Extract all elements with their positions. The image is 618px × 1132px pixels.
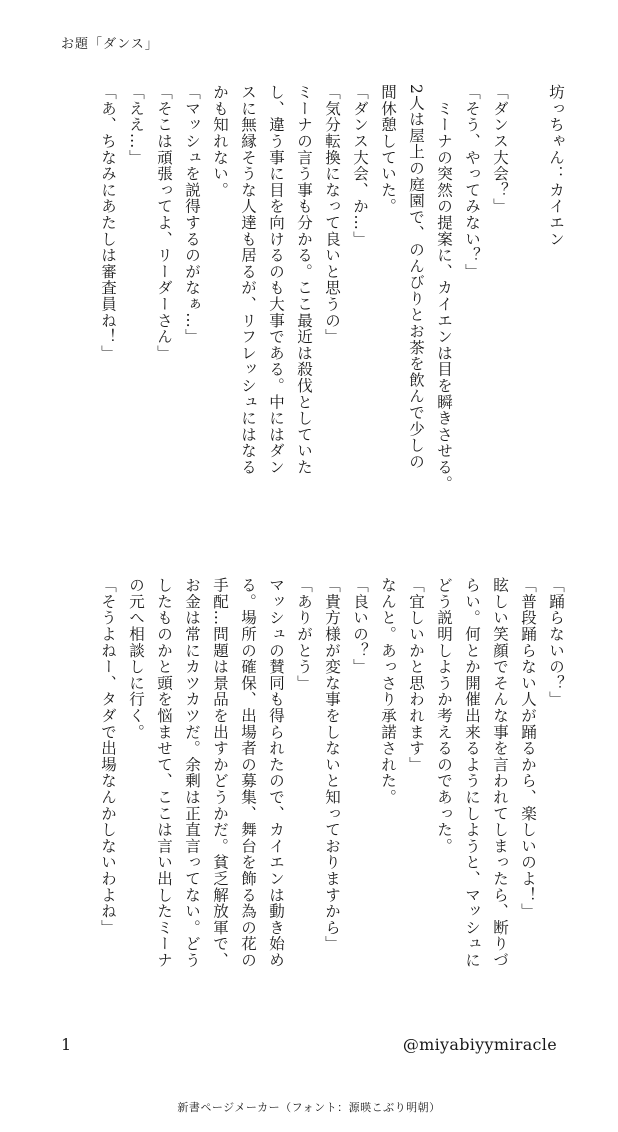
text-line: 「ええ…」 (127, 84, 145, 166)
text-line: る。場所の確保、出場者の募集、舞台を飾る為の花の (239, 577, 257, 969)
text-line: かも知れない。 (211, 84, 229, 199)
text-line: の元へ相談しに行く。 (127, 577, 145, 740)
text-line: 「そうよねー、タダで出場なんかしないわよね」 (99, 577, 117, 936)
text-line: したものかと頭を悩ませて、ここは言い出したミーナ (155, 577, 173, 969)
text-line: 「貴方様が変な事をしないと知っておりますから」 (323, 577, 341, 952)
text-line: 2人は屋上の庭園で、のんびりとお茶を飲んで少しの (407, 84, 425, 470)
footer-credit: 新書ページメーカー（フォント：源暎こぶり明朝） (177, 1101, 441, 1114)
text-line (514, 84, 542, 564)
text-line: お金は常にカツカツだ。余剰は正直言ってない。どう (183, 577, 201, 969)
text-line: スに無縁そうな人達も居るが、リフレッシュにはなる (239, 84, 257, 476)
text-line: 「そう、やってみない？」 (463, 84, 481, 280)
text-line: 「踊らないの？」 (547, 577, 565, 708)
text-line: 手配…問題は景品を出すかどうかだ。貧乏解放軍で、 (211, 577, 229, 969)
text-line: なんと。あっさり承諾された。 (379, 577, 397, 806)
text-line: 「良いの？」 (351, 577, 369, 675)
page-number: 1 (61, 1035, 72, 1054)
text-line: し、違う事に目を向けるのも大事である。中にはダン (267, 84, 285, 476)
text-line: 「マッシュを説得するのがなぁ…」 (183, 84, 201, 345)
text-block-top (94, 84, 570, 564)
text-line: 「宜しいかと思われます」 (407, 577, 425, 773)
text-line: ミーナの突然の提案に、カイエンは目を瞬きさせる。 (435, 84, 453, 492)
text-line: 「普段踊らない人が踊るから、楽しいのよ！」 (519, 577, 537, 920)
text-line: ミーナの言う事も分かる。ここ最近は殺伐としていた (295, 84, 313, 476)
text-block-bottom (94, 577, 570, 987)
text-line: 「ダンス大会？」 (491, 84, 509, 215)
text-line: どう説明しようか考えるのであった。 (435, 577, 453, 855)
text-line: 「気分転換になって良いと思うの」 (323, 84, 341, 345)
text-line: 眩しい笑顔でそんな事を言われてしまったら、断りづ (491, 577, 509, 969)
author-handle: @miyabiyymiracle (402, 1035, 557, 1054)
page-title: お題「ダンス」 (61, 37, 159, 52)
text-line: らい。何とか開催出来るようにしようと、マッシュに (463, 577, 481, 969)
text-line: 「そこは頑張ってよ、リーダーさん」 (155, 84, 173, 362)
text-line: 坊っちゃん：カイエン (547, 84, 565, 247)
text-line: 「あ、ちなみにあたしは審査員ね！」 (99, 84, 117, 362)
text-line: 間休憩していた。 (379, 84, 397, 215)
text-line: 「ダンス大会、か…」 (351, 84, 369, 247)
text-line: 「ありがとう」 (295, 577, 313, 692)
text-line: マッシュの賛同も得られたので、カイエンは動き始め (267, 577, 285, 969)
